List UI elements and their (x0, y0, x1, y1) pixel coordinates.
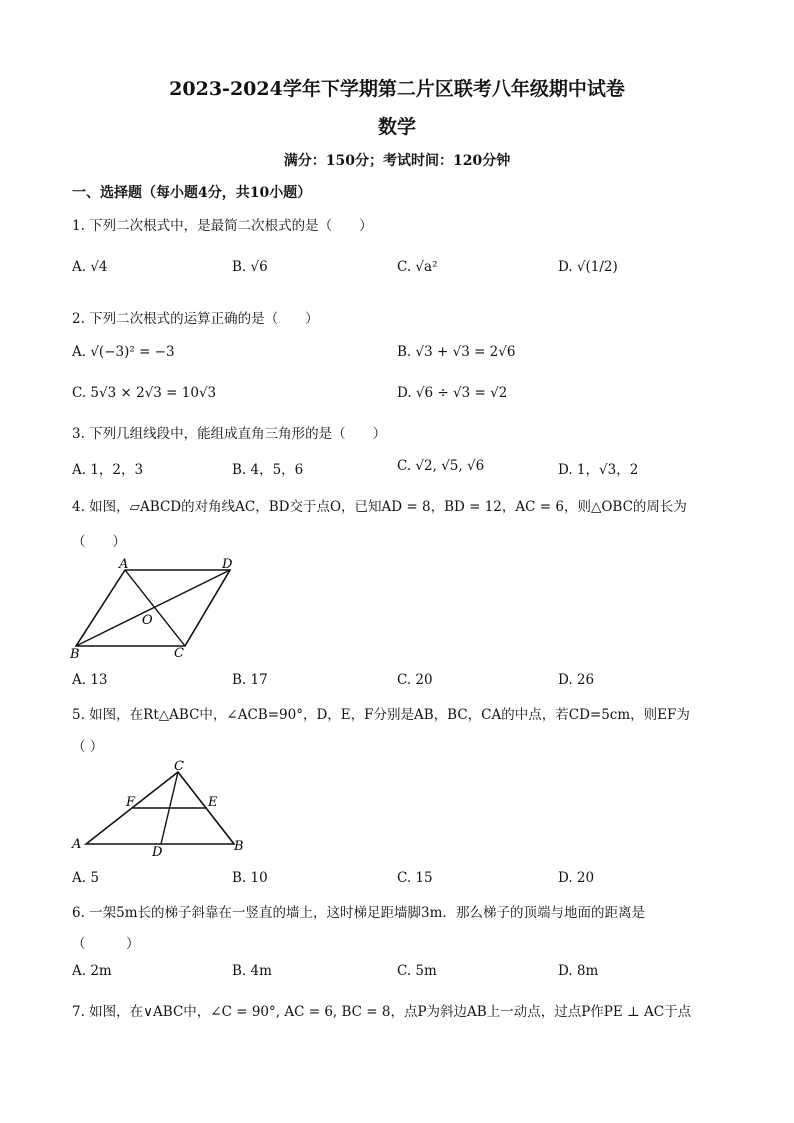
label-a: A (119, 558, 129, 572)
question-2-stem: 2. 下列二次根式的运算正确的是（ ） (72, 311, 319, 327)
question-4-stem-cont: （ ） (72, 534, 126, 550)
question-3-stem: 3. 下列几组线段中，能组成直角三角形的是（ ） (72, 426, 387, 442)
question-7-stem: 7. 如图，在∨ABC中，∠C = 90°, AC = 6, BC = 8，点P为斜边AB上一动点，过点P作PE ⊥ AC于点 (72, 1004, 692, 1020)
question-5-stem: 5. 如图，在Rt△ABC中，∠ACB=90°，D，E，F分别是AB，BC，CA的中点，若CD=5cm，则EF为 (72, 707, 690, 723)
q4-option-a: A. 13 (72, 672, 108, 688)
q6-option-b: B. 4m (232, 963, 272, 979)
question-6-stem: 6. 一架5m长的梯子斜靠在一竖直的墙上，这时梯足距墙脚3m．那么梯子的顶端与地面的距离是 (72, 905, 645, 921)
q5-option-d: D. 20 (558, 870, 595, 886)
question-6-stem-cont: （ ） (72, 936, 140, 952)
q1-option-d: D. √(1/2) (558, 259, 618, 275)
subject-title: 数学 (377, 116, 416, 138)
q5-option-a: A. 5 (72, 870, 99, 886)
q4-option-d: D. 26 (558, 672, 595, 688)
label-e: E (208, 795, 218, 810)
q5-option-b: B. 10 (232, 870, 268, 886)
q6-option-c: C. 5m (397, 963, 437, 979)
q1-option-c: C. √a² (397, 259, 438, 275)
question-5-stem-cont: （ ） (72, 739, 104, 755)
label-c: C (174, 646, 184, 661)
question-1-stem: 1. 下列二次根式中，是最简二次根式的是（ ） (72, 218, 373, 234)
q6-option-d: D. 8m (558, 963, 599, 979)
label-d: D (152, 845, 163, 860)
q2-option-b: B. √3 + √3 = 2√6 (397, 344, 516, 360)
exam-info: 满分：150分；考试时间：120分钟 (283, 153, 511, 169)
q4-option-b: B. 17 (232, 672, 268, 688)
question-4-stem: 4. 如图，▱ABCD的对角线AC，BD交于点O，已知AD = 8，BD = 12，AC = 6，则△OBC的周长为 (72, 499, 687, 515)
q6-option-a: A. 2m (72, 963, 112, 979)
parallelogram-figure (66, 558, 252, 662)
q1-option-b: B. √6 (232, 259, 268, 275)
q2-option-a: A. √(−3)² = −3 (72, 344, 175, 360)
q2-option-d: D. √6 ÷ √3 = √2 (397, 385, 508, 401)
q1-option-a: A. √4 (72, 259, 108, 275)
q3-option-d: D. 1，√3，2 (558, 462, 639, 478)
diagonal-ac (125, 570, 185, 646)
label-c: C (174, 759, 184, 774)
label-b: B (234, 839, 244, 854)
exam-title: 2023-2024学年下学期第二片区联考八年级期中试卷 (169, 78, 625, 100)
triangle-figure (66, 758, 256, 862)
q2-option-c: C. 5√3 × 2√3 = 10√3 (72, 385, 217, 401)
q3-option-b: B. 4，5，6 (232, 462, 304, 478)
q5-option-c: C. 15 (397, 870, 433, 886)
label-b: B (70, 647, 80, 662)
label-a: A (72, 837, 82, 852)
q3-option-a: A. 1，2，3 (72, 462, 144, 478)
label-o: O (142, 613, 153, 628)
section-heading: 一、选择题（每小题4分，共10小题） (72, 185, 312, 201)
label-d: D (222, 558, 233, 572)
q4-option-c: C. 20 (397, 672, 433, 688)
q3-option-c: C. √2, √5, √6 (397, 458, 485, 474)
label-f: F (126, 795, 136, 810)
